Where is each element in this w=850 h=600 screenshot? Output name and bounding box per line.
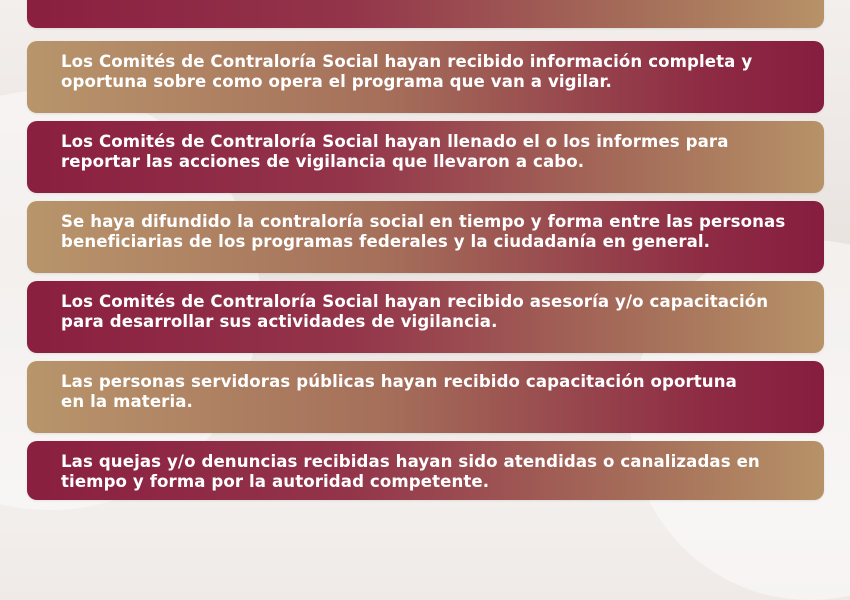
criteria-card-7: [27, 441, 824, 500]
criteria-card-text: Los Comités de Contraloría Social hayan llenado el o los informes para reportar las acciones de vigilancia que llevaron a cabo.: [61, 132, 729, 171]
criteria-card-4: [27, 201, 824, 273]
criteria-card-text: Las personas servidoras públicas hayan recibido capacitación oportuna en la materia.: [61, 372, 737, 411]
criteria-card-5: [27, 281, 824, 353]
criteria-card-text: Se haya difundido la contraloría social en tiempo y forma entre las personas beneficiarias de los programas federales y la ciudadanía en general.: [61, 212, 786, 251]
criteria-card-text: Los Comités de Contraloría Social hayan recibido información completa y oportuna sobre como opera el programa que van a vigilar.: [61, 52, 753, 91]
criteria-card-3: [27, 121, 824, 193]
criteria-card-2: [27, 41, 824, 113]
criteria-card-6: [27, 361, 824, 433]
criteria-card-text: Los Comités de Contraloría Social hayan recibido asesoría y/o capacitación para desarrollar sus actividades de vigilancia.: [61, 292, 769, 331]
criteria-card-1: [27, 0, 824, 28]
criteria-card-text: Las quejas y/o denuncias recibidas hayan sido atendidas o canalizadas en tiempo y forma por la autoridad competente.: [61, 452, 760, 491]
